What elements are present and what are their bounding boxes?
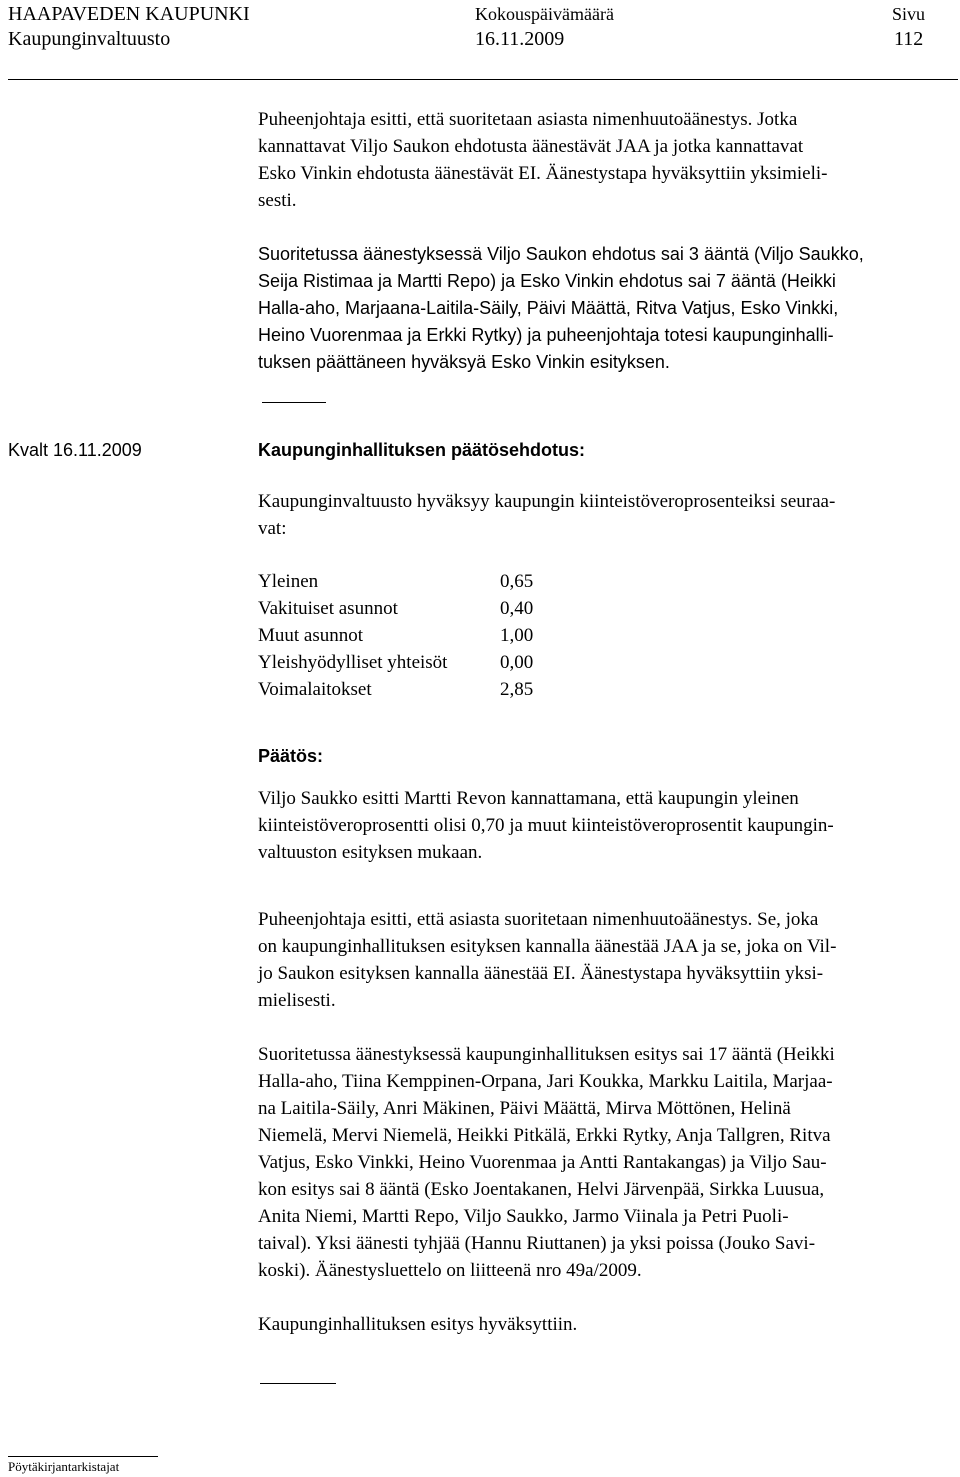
paragraph-final-decision: Kaupunginhallituksen esitys hyväksyttiin.: [258, 1314, 578, 1335]
council-name: Kaupunginvaltuusto: [8, 28, 171, 50]
paragraph-tax-rates-intro: [258, 488, 835, 542]
rate-label: Muut asunnot: [258, 625, 364, 646]
text-line: on kaupunginhallituksen esityksen kannalla äänestää JAA ja se, joka on Vil-: [258, 936, 837, 957]
text-line: vat:: [258, 518, 287, 539]
text-line: Halla-aho, Marjaana-Laitila-Säily, Päivi Määttä, Ritva Vatjus, Esko Vinkki,: [258, 298, 839, 318]
rate-value: 0,40: [500, 598, 534, 619]
text-line: Suoritetussa äänestyksessä Viljo Saukon ehdotus sai 3 ääntä (Viljo Saukko,: [258, 244, 864, 264]
text-line: kiinteistöveroprosentti olisi 0,70 ja muut kiinteistöveroprosentit kaupungin-: [258, 815, 834, 836]
text-line: Seija Ristimaa ja Martti Repo) ja Esko Vinkin ehdotus sai 7 ääntä (Heikki: [258, 271, 836, 291]
board-proposal-heading: Kaupunginhallituksen päätösehdotus:: [258, 440, 586, 460]
rate-value: 1,00: [500, 625, 534, 646]
section-divider: [262, 402, 326, 403]
organization-name: HAAPAVEDEN KAUPUNKI: [8, 3, 250, 25]
meeting-date: 16.11.2009: [475, 28, 565, 50]
text-line: koski). Äänestysluettelo on liitteenä nro 49a/2009.: [258, 1260, 642, 1281]
text-line: Halla-aho, Tiina Kemppinen-Orpana, Jari Koukka, Markku Laitila, Marjaa-: [258, 1071, 833, 1092]
paragraph-vote-result: [258, 241, 864, 376]
table-row: [258, 622, 533, 649]
footer-label: Pöytäkirjantarkistajat: [8, 1459, 120, 1474]
text-line: taival). Yksi äänesti tyhjää (Hannu Riuttanen) ja yksi poissa (Jouko Savi-: [258, 1233, 816, 1254]
text-line: valtuuston esityksen mukaan.: [258, 842, 483, 863]
text-line: sesti.: [258, 190, 297, 211]
rate-label: Yleinen: [258, 571, 319, 592]
text-line: Esko Vinkin ehdotusta äänestävät EI. Äänestystapa hyväksyttiin yksimieli-: [258, 163, 828, 184]
text-line: kon esitys sai 8 ääntä (Esko Joentakanen, Helvi Järvenpää, Sirkka Luusua,: [258, 1179, 825, 1200]
table-row: [258, 649, 533, 676]
text-line: Anita Niemi, Martti Repo, Viljo Saukko, Jarmo Viinala ja Petri Puoli-: [258, 1206, 789, 1227]
paragraph-vote-proposal: [258, 106, 827, 214]
paragraph-second-vote-result: [258, 1041, 835, 1284]
text-line: Puheenjohtaja esitti, että asiasta suoritetaan nimenhuutoäänestys. Se, joka: [258, 909, 819, 930]
page-number: 112: [894, 28, 924, 50]
rate-label: Yleishyödylliset yhteisöt: [258, 652, 448, 673]
table-row: [258, 568, 533, 595]
text-line: kannattavat Viljo Saukon ehdotusta äänestävät JAA ja jotka kannattavat: [258, 136, 804, 157]
table-row: [258, 595, 533, 622]
text-line: Kaupunginvaltuusto hyväksyy kaupungin kiinteistöveroprosenteiksi seuraa-: [258, 491, 836, 512]
table-row: [258, 676, 533, 703]
paragraph-counter-proposal: [258, 785, 834, 866]
paragraph-second-vote-proposal: [258, 906, 836, 1014]
tax-rate-table: [258, 568, 533, 703]
text-line: Viljo Saukko esitti Martti Revon kannattamana, että kaupungin yleinen: [258, 788, 799, 809]
page-label: Sivu: [892, 4, 926, 24]
text-line: tuksen päättäneen hyväksyä Esko Vinkin esityksen.: [258, 352, 670, 372]
rate-label: Vakituiset asunnot: [258, 598, 398, 619]
rate-value: 0,65: [500, 571, 534, 592]
text-line: Heino Vuorenmaa ja Erkki Rytky) ja puheenjohtaja totesi kaupunginhalli-: [258, 325, 834, 345]
decision-heading: Päätös:: [258, 746, 324, 766]
text-line: Vatjus, Esko Vinkki, Heino Vuorenmaa ja Antti Rantakangas) ja Viljo Sau-: [258, 1152, 827, 1173]
meeting-date-label: Kokouspäivämäärä: [475, 4, 614, 24]
rate-label: Voimalaitokset: [258, 679, 372, 700]
text-line: Suoritetussa äänestyksessä kaupunginhallituksen esitys sai 17 ääntä (Heikki: [258, 1044, 835, 1065]
signature-line: [8, 1456, 158, 1457]
kvalt-date-label: Kvalt 16.11.2009: [8, 440, 142, 460]
rate-value: 2,85: [500, 679, 534, 700]
end-divider: [260, 1383, 336, 1384]
text-line: jo Saukon esityksen kannalla äänestää EI. Äänestystapa hyväksyttiin yksi-: [258, 963, 824, 984]
text-line: mielisesti.: [258, 990, 336, 1011]
text-line: Niemelä, Mervi Niemelä, Heikki Pitkälä, Erkki Rytky, Anja Tallgren, Ritva: [258, 1125, 831, 1146]
text-line: Puheenjohtaja esitti, että suoritetaan asiasta nimenhuutoäänestys. Jotka: [258, 109, 798, 130]
text-line: na Laitila-Säily, Anri Mäkinen, Päivi Määttä, Mirva Möttönen, Helinä: [258, 1098, 791, 1119]
rate-value: 0,00: [500, 652, 534, 673]
header-rule: [8, 79, 958, 80]
